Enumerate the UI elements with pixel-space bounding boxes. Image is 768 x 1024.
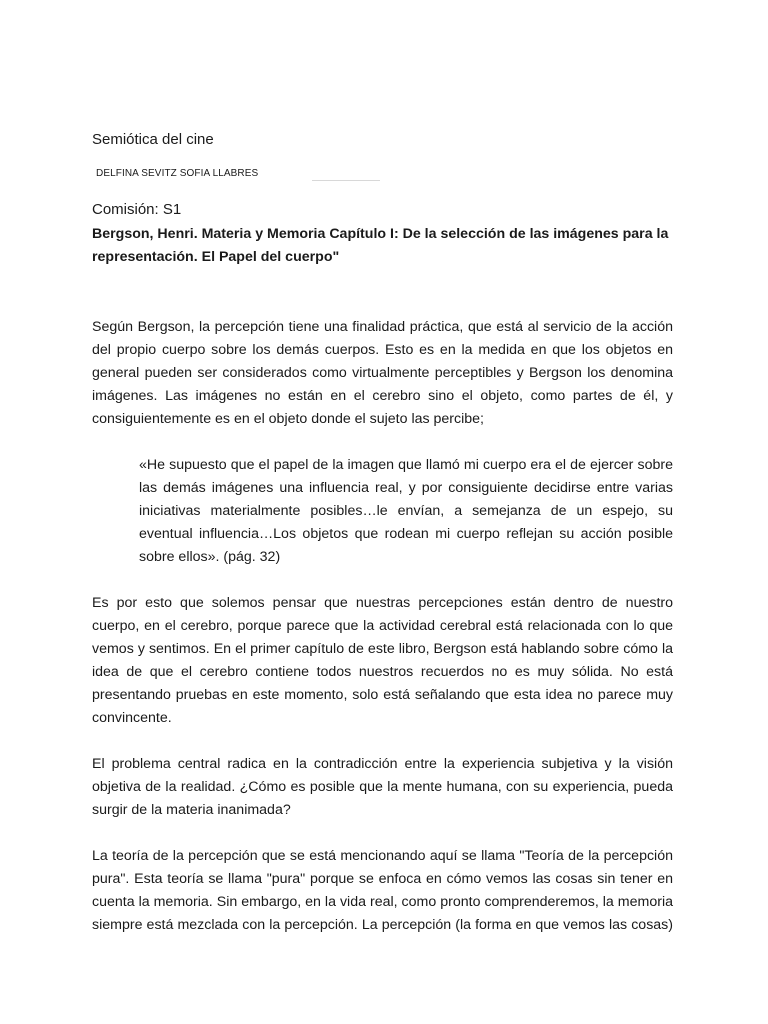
document-body bbox=[92, 316, 673, 960]
paragraph-1: Según Bergson, la percepción tiene una finalidad práctica, que está al servicio de la acción del propio cuerpo sobre los demás cuerpos. Esto es en la medida en que los objetos en general pueden ser considerados como virtualmente perceptibles y Bergson los denomina imágenes. Las imágenes no están en el cerebro sino el objeto, como partes de él, y consiguientemente es en el objeto donde el sujeto las percibe; bbox=[92, 319, 673, 427]
authors-line: DELFINA SEVITZ SOFIA LLABRES bbox=[96, 168, 259, 179]
paragraph-2: Es por esto que solemos pensar que nuestras percepciones están dentro de nuestro cuerpo, en el cerebro, porque parece que la actividad cerebral está relacionada con lo que vemos y sentimos. En el primer capítulo de este libro, Bergson está hablando sobre cómo la idea de que el cerebro contiene todos nuestros recuerdos no es muy sólida. No está presentando pruebas en este momento, solo está señalando que esta idea no parece muy convincente. bbox=[92, 595, 673, 726]
reading-title: Bergson, Henri. Materia y Memoria Capítulo I: De la selección de las imágenes para la representación. El Papel del cuerpo" bbox=[92, 226, 669, 265]
course-title: Semiótica del cine bbox=[92, 131, 214, 148]
commission-label: Comisión: S1 bbox=[92, 201, 182, 218]
paragraph-4: La teoría de la percepción que se está mencionando aquí se llama "Teoría de la percepción pura". Esta teoría se llama "pura" porque se enfoca en cómo vemos las cosas sin tener en cuenta la memoria. Sin embargo, en la vida real, como pronto comprenderemos, la memoria siempre está mezclada con la percepción. La percepción (la forma en que vemos las cosas) bbox=[92, 848, 673, 933]
faint-underline-mark bbox=[312, 180, 380, 181]
block-quote: «He supuesto que el papel de la imagen que llamó mi cuerpo era el de ejercer sobre las demás imágenes una influencia real, y por consiguiente decidirse entre varias iniciativas materialmente posibles…le envían, a semejanza de un espejo, su eventual influencia…Los objetos que rodean mi cuerpo reflejan su acción posible sobre ellos». (pág. 32) bbox=[139, 457, 673, 565]
paragraph-3: El problema central radica en la contradicción entre la experiencia subjetiva y la visión objetiva de la realidad. ¿Cómo es posible que la mente humana, con su experiencia, pueda surgir de la materia inanimada? bbox=[92, 756, 673, 818]
